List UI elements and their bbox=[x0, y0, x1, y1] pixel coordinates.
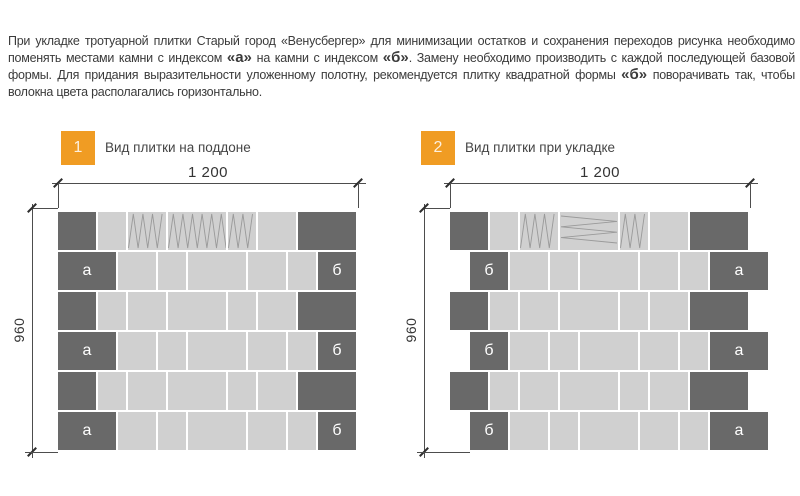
tile-light bbox=[580, 332, 638, 370]
tile-dark bbox=[690, 372, 748, 410]
tile-row bbox=[58, 292, 358, 330]
tile-dark bbox=[298, 212, 356, 250]
tile-letter: а bbox=[734, 262, 744, 279]
diagram-laying-view bbox=[403, 160, 796, 472]
tile-letter: б bbox=[332, 342, 342, 359]
tile-light bbox=[560, 292, 618, 330]
tile-light bbox=[550, 412, 578, 450]
tile-light bbox=[550, 332, 578, 370]
tile-letter: а bbox=[82, 262, 92, 279]
tile-row bbox=[470, 412, 770, 450]
tile-light bbox=[248, 412, 286, 450]
tile-a-dark bbox=[58, 332, 116, 370]
intro-text: При укладке тротуарной плитки Старый город «Венусбергер» для минимизации остатков и сохранения переходов рисунка необходимо поменять местами камни с индексом bbox=[8, 34, 795, 65]
tile-b-dark bbox=[470, 412, 508, 450]
tile-light bbox=[128, 372, 166, 410]
tile-light bbox=[118, 332, 156, 370]
tile-row bbox=[58, 372, 358, 410]
tile-light bbox=[118, 252, 156, 290]
tile-light bbox=[510, 412, 548, 450]
height-dimension-label: 960 bbox=[11, 317, 27, 343]
tile-dark bbox=[298, 292, 356, 330]
tile-light bbox=[248, 252, 286, 290]
tile-light bbox=[490, 212, 518, 250]
fiber-hatch-vertical bbox=[228, 212, 256, 250]
tile-light bbox=[118, 412, 156, 450]
tile-light bbox=[680, 412, 708, 450]
tile-dark bbox=[450, 292, 488, 330]
tile-light bbox=[258, 292, 296, 330]
tile-dark bbox=[58, 292, 96, 330]
tile-light bbox=[650, 372, 688, 410]
section-2-number-badge: 2 bbox=[421, 131, 455, 165]
tile-light bbox=[510, 252, 548, 290]
tile-light bbox=[158, 332, 186, 370]
tile-light bbox=[228, 212, 256, 250]
extension-line bbox=[417, 452, 470, 453]
tile-dark bbox=[690, 212, 748, 250]
fiber-hatch-vertical bbox=[168, 212, 226, 250]
tile-light bbox=[98, 292, 126, 330]
tile-light bbox=[188, 412, 246, 450]
tile-light bbox=[248, 332, 286, 370]
tile-letter: а bbox=[82, 422, 92, 439]
dimension-line-left bbox=[424, 204, 425, 458]
tile-a-dark bbox=[58, 252, 116, 290]
extension-line bbox=[450, 183, 451, 208]
tile-light bbox=[168, 212, 226, 250]
tile-light bbox=[258, 212, 296, 250]
width-dimension-label: 1 200 bbox=[187, 164, 229, 181]
tile-row bbox=[450, 212, 750, 250]
tile-dark bbox=[58, 212, 96, 250]
intro-text: на камни с индексом bbox=[251, 51, 383, 65]
tile-light bbox=[188, 252, 246, 290]
tile-b-dark bbox=[318, 332, 356, 370]
tile-grid-pallet bbox=[58, 212, 360, 450]
tile-light bbox=[680, 332, 708, 370]
tile-light bbox=[288, 412, 316, 450]
fiber-hatch-vertical bbox=[620, 212, 648, 250]
tile-light bbox=[680, 252, 708, 290]
height-dimension-label: 960 bbox=[403, 317, 419, 343]
tile-light bbox=[620, 212, 648, 250]
tile-letter: а bbox=[734, 342, 744, 359]
tile-row bbox=[450, 292, 750, 330]
tile-b-dark bbox=[318, 412, 356, 450]
tile-row bbox=[450, 372, 750, 410]
fiber-hatch-vertical bbox=[520, 212, 558, 250]
tile-light bbox=[640, 412, 678, 450]
tile-light bbox=[228, 292, 256, 330]
tile-light bbox=[128, 212, 166, 250]
tile-light bbox=[228, 372, 256, 410]
tile-letter: б bbox=[484, 342, 494, 359]
intro-paragraph bbox=[8, 33, 795, 101]
index-letter: «б» bbox=[621, 66, 648, 83]
tile-light bbox=[520, 292, 558, 330]
tile-row bbox=[58, 412, 358, 450]
tile-b-dark bbox=[318, 252, 356, 290]
tile-a-dark bbox=[58, 412, 116, 450]
tile-letter: б bbox=[484, 422, 494, 439]
tile-row bbox=[58, 212, 358, 250]
tile-light bbox=[168, 372, 226, 410]
diagram-pallet-view bbox=[11, 160, 404, 472]
tile-light bbox=[158, 412, 186, 450]
section-2-title: Вид плитки при укладке bbox=[465, 140, 616, 155]
tile-light bbox=[288, 252, 316, 290]
tile-light bbox=[650, 292, 688, 330]
section-1-number-badge: 1 bbox=[61, 131, 95, 165]
tile-light bbox=[620, 292, 648, 330]
tile-grid-laying bbox=[450, 212, 752, 450]
tile-letter: а bbox=[82, 342, 92, 359]
tile-dark bbox=[450, 372, 488, 410]
tile-letter: б bbox=[332, 422, 342, 439]
width-dimension-label: 1 200 bbox=[579, 164, 621, 181]
dimension-line-top bbox=[52, 183, 366, 184]
tile-light bbox=[158, 252, 186, 290]
tile-letter: б bbox=[332, 262, 342, 279]
tile-letter: б bbox=[484, 262, 494, 279]
tile-light bbox=[128, 292, 166, 330]
tile-a-dark bbox=[710, 412, 768, 450]
tile-light bbox=[560, 372, 618, 410]
fiber-hatch-vertical bbox=[128, 212, 166, 250]
intro-text: . Замену необходимо производить с каждой последующей базовой формы. Для придания выразительности уложенному полотну, рекомендуется плитку квадратной формы bbox=[8, 51, 795, 82]
tile-row bbox=[470, 332, 770, 370]
tile-dark bbox=[690, 292, 748, 330]
tile-a-dark bbox=[710, 252, 768, 290]
tile-light bbox=[168, 292, 226, 330]
extension-line bbox=[32, 208, 58, 209]
tile-light bbox=[520, 212, 558, 250]
tile-a-dark bbox=[710, 332, 768, 370]
dimension-line-left bbox=[32, 204, 33, 458]
tile-light bbox=[520, 372, 558, 410]
tile-row bbox=[58, 332, 358, 370]
index-letter: «б» bbox=[382, 49, 409, 66]
tile-light bbox=[490, 292, 518, 330]
extension-line bbox=[424, 208, 450, 209]
extension-line bbox=[58, 183, 59, 208]
tile-b-dark bbox=[470, 332, 508, 370]
tile-light bbox=[640, 252, 678, 290]
tile-b-dark bbox=[470, 252, 508, 290]
tile-light bbox=[258, 372, 296, 410]
tile-light bbox=[640, 332, 678, 370]
tile-dark bbox=[298, 372, 356, 410]
dimension-line-top bbox=[444, 183, 758, 184]
tile-light bbox=[510, 332, 548, 370]
tile-light bbox=[490, 372, 518, 410]
tile-light bbox=[620, 372, 648, 410]
tile-row bbox=[470, 252, 770, 290]
tile-light bbox=[98, 212, 126, 250]
tile-light bbox=[550, 252, 578, 290]
tile-light bbox=[98, 372, 126, 410]
extension-line bbox=[25, 452, 58, 453]
intro-text: поворачивать так, чтобы волокна цвета располагались горизонтально. bbox=[8, 68, 795, 99]
tile-letter: а bbox=[734, 422, 744, 439]
index-letter: «а» bbox=[226, 49, 252, 66]
extension-line bbox=[358, 183, 359, 208]
tile-light bbox=[580, 252, 638, 290]
tile-light bbox=[188, 332, 246, 370]
section-1-title: Вид плитки на поддоне bbox=[105, 140, 251, 155]
tile-light bbox=[650, 212, 688, 250]
tile-dark bbox=[450, 212, 488, 250]
tile-dark bbox=[58, 372, 96, 410]
tile-light bbox=[560, 212, 618, 250]
fiber-hatch-horizontal bbox=[560, 212, 618, 250]
tile-row bbox=[58, 252, 358, 290]
tile-light bbox=[288, 332, 316, 370]
tile-light bbox=[580, 412, 638, 450]
extension-line bbox=[750, 183, 751, 208]
